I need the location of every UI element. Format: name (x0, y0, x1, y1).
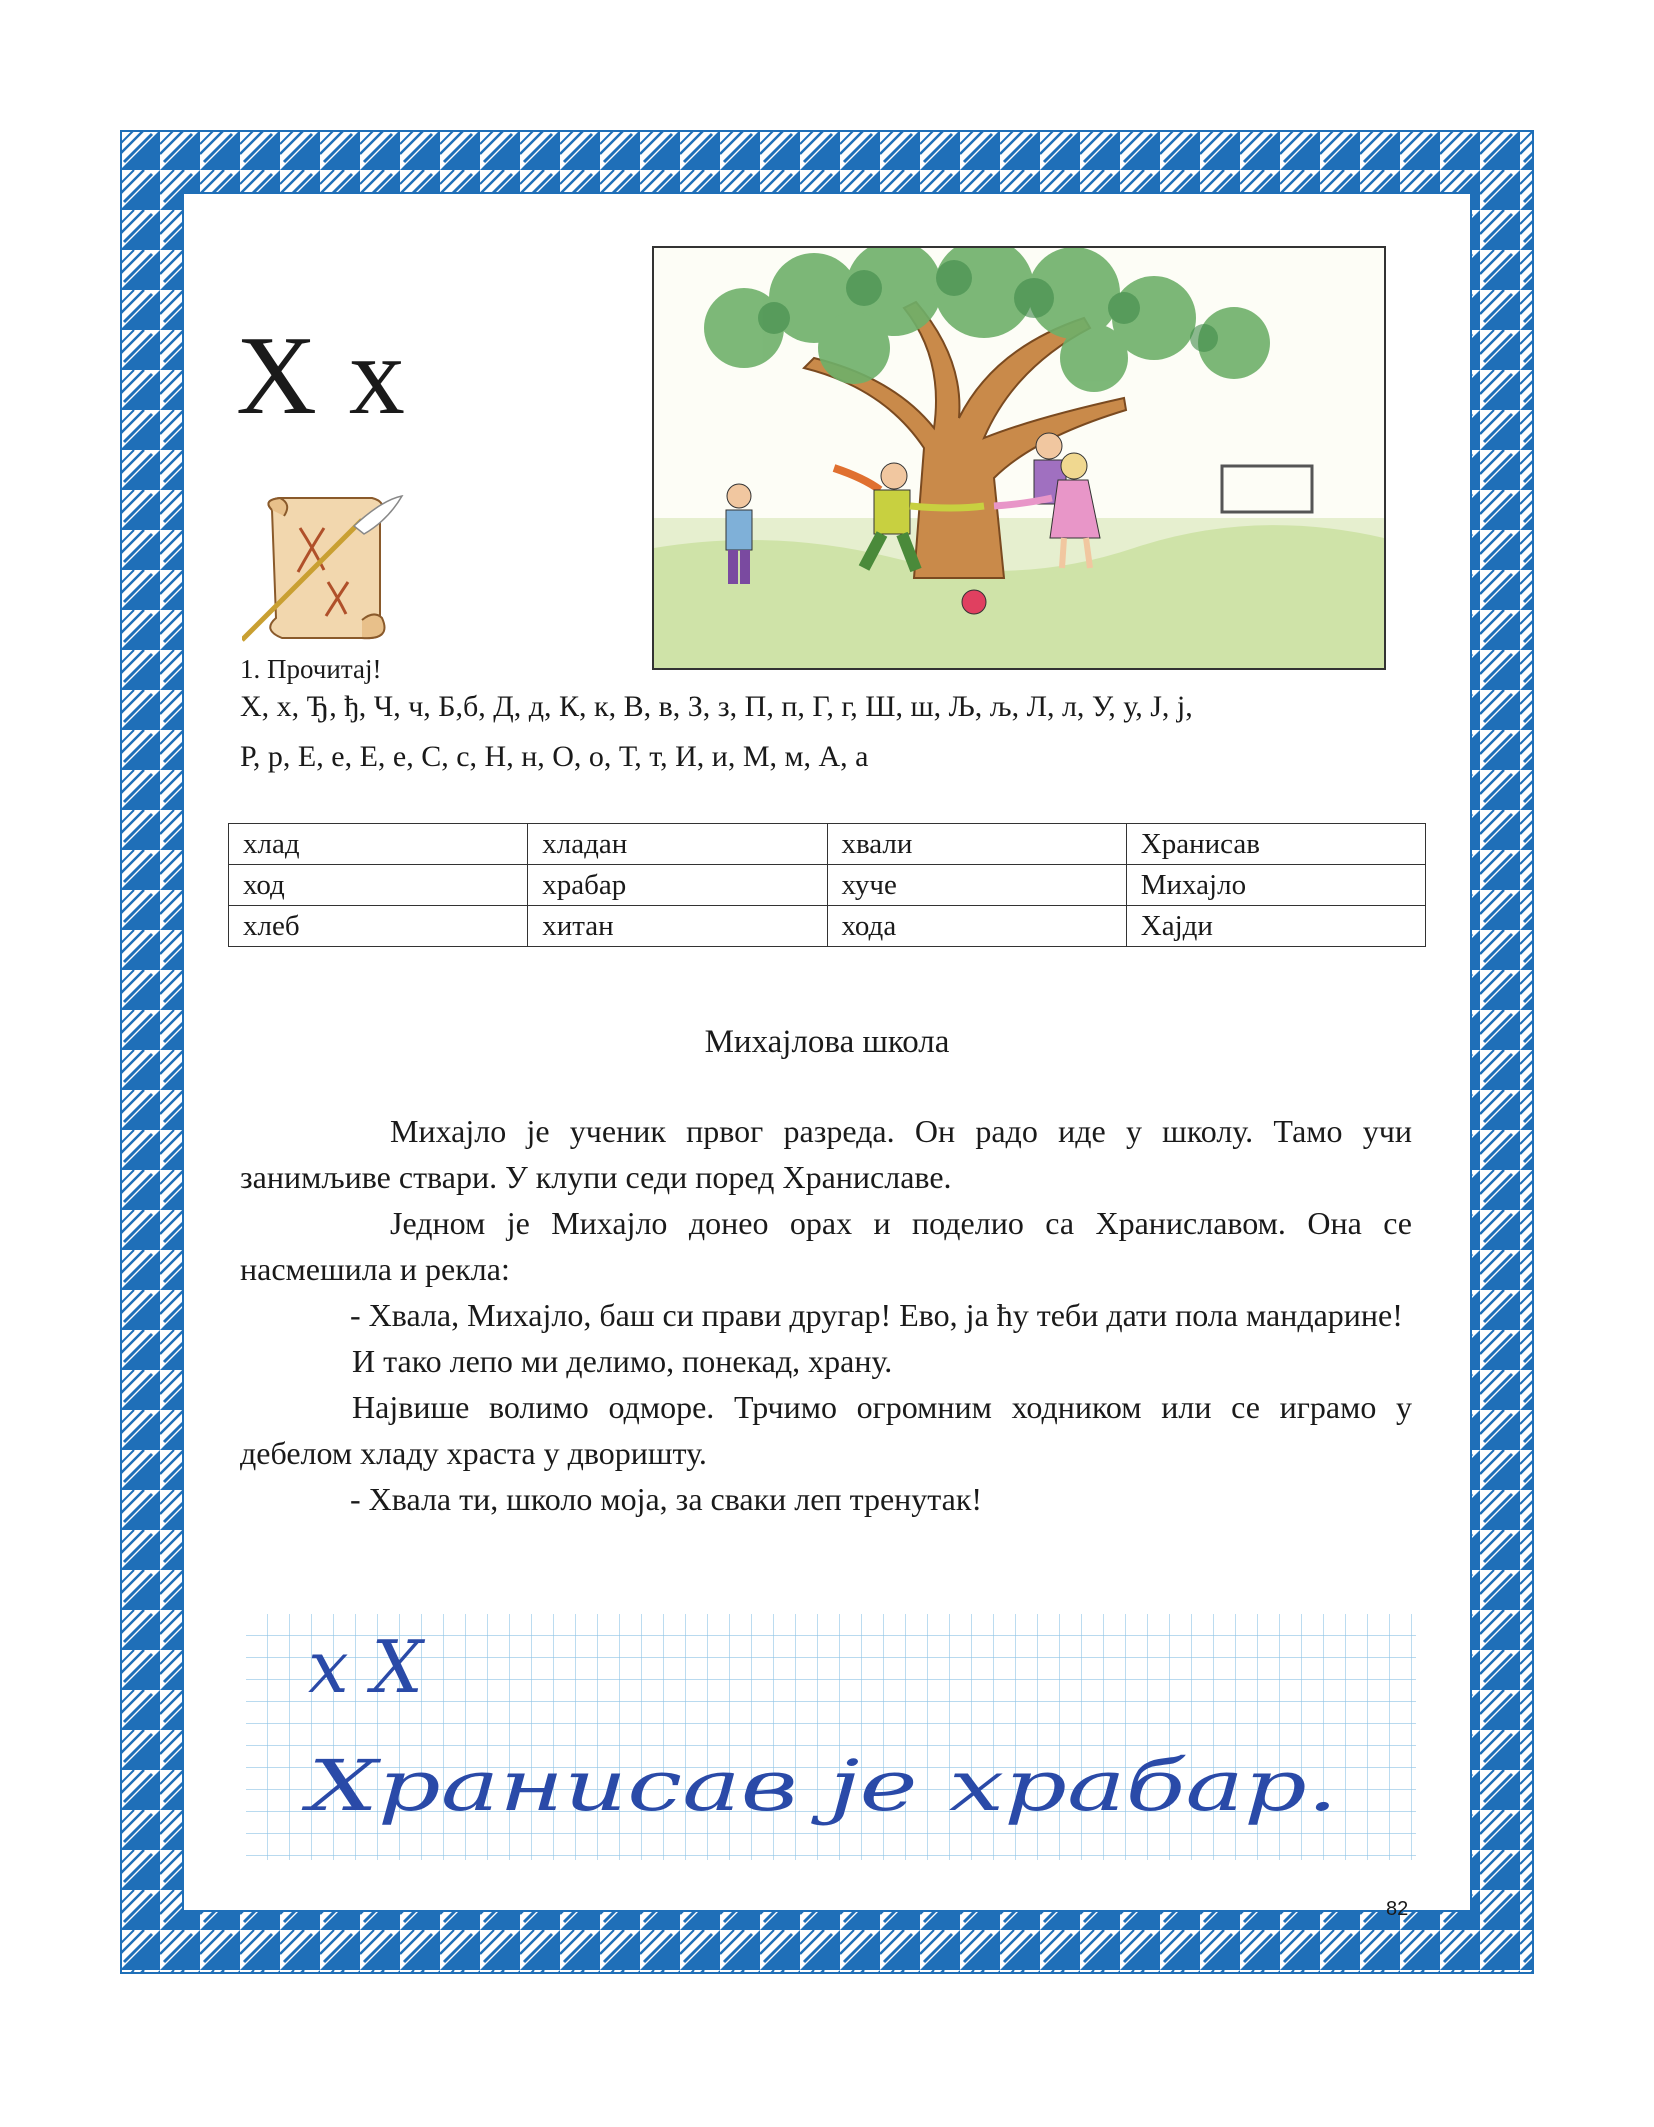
story-paragraph: - Хвала, Михајло, баш си прави другар! Ево, ја ћу теби дати пола мандарине! (350, 1297, 1403, 1333)
handwriting-practice (246, 1614, 1416, 1860)
table-cell: хладан (528, 824, 827, 865)
table-cell: Михајло (1126, 865, 1425, 906)
table-cell: хлеб (229, 906, 528, 947)
table-row (229, 865, 1426, 906)
table-cell: храбар (528, 865, 827, 906)
table-cell: хитан (528, 906, 827, 947)
alphabet-line-2: Р, р, Е, е, Е, е, С, с, Н, н, О, о, Т, т, И, и, М, м, А, а (240, 740, 869, 773)
table-row (229, 824, 1426, 865)
table-cell: Хајди (1126, 906, 1425, 947)
table-cell: ход (229, 865, 528, 906)
story-paragraph: И тако лепо ми делимо, понекад, храну. (352, 1343, 893, 1379)
page-number: 82 (1386, 1898, 1409, 1920)
table-cell: хода (827, 906, 1126, 947)
story-paragraph: Једном је Михајло донео орах и поделио са Храниславом. Она се насмешила и рекла: (240, 1205, 1412, 1287)
exercise-instruction: 1. Прочитај! (240, 654, 382, 684)
story-title: Михајлова школа (704, 1024, 950, 1060)
table-cell: Хранисав (1126, 824, 1425, 865)
illustration-children-tree (652, 246, 1386, 670)
story-paragraph: Михајло је ученик првог разреда. Он радо иде у школу. Тамо учи занимљиве ствари. У клупи седи поред Храниславе. (240, 1113, 1412, 1195)
table-cell: хлад (229, 824, 528, 865)
story-text (240, 1108, 1412, 1522)
story-paragraph: Највише волимо одморе. Трчимо огромним ходником или се играмо у дебелом хладу храста у дворишту. (240, 1389, 1412, 1471)
letter-heading: Х х (236, 314, 407, 438)
scroll-with-quill-icon (242, 490, 422, 650)
alphabet-line-1: Х, х, Ђ, ђ, Ч, ч, Б,б, Д, д, К, к, В, в, З, з, П, п, Г, г, Ш, ш, Љ, љ, Л, л, У, у, Ј, ј, (240, 690, 1193, 723)
handwriting-line-2: Хранисав је храбар. (300, 1745, 1338, 1827)
table-cell: хуче (827, 865, 1126, 906)
table-cell: хвали (827, 824, 1126, 865)
handwriting-line-1: х Х (308, 1625, 423, 1709)
story-paragraph: - Хвала ти, школо моја, за сваки леп тренутак! (350, 1481, 983, 1517)
word-table (228, 823, 1426, 947)
table-row (229, 906, 1426, 947)
